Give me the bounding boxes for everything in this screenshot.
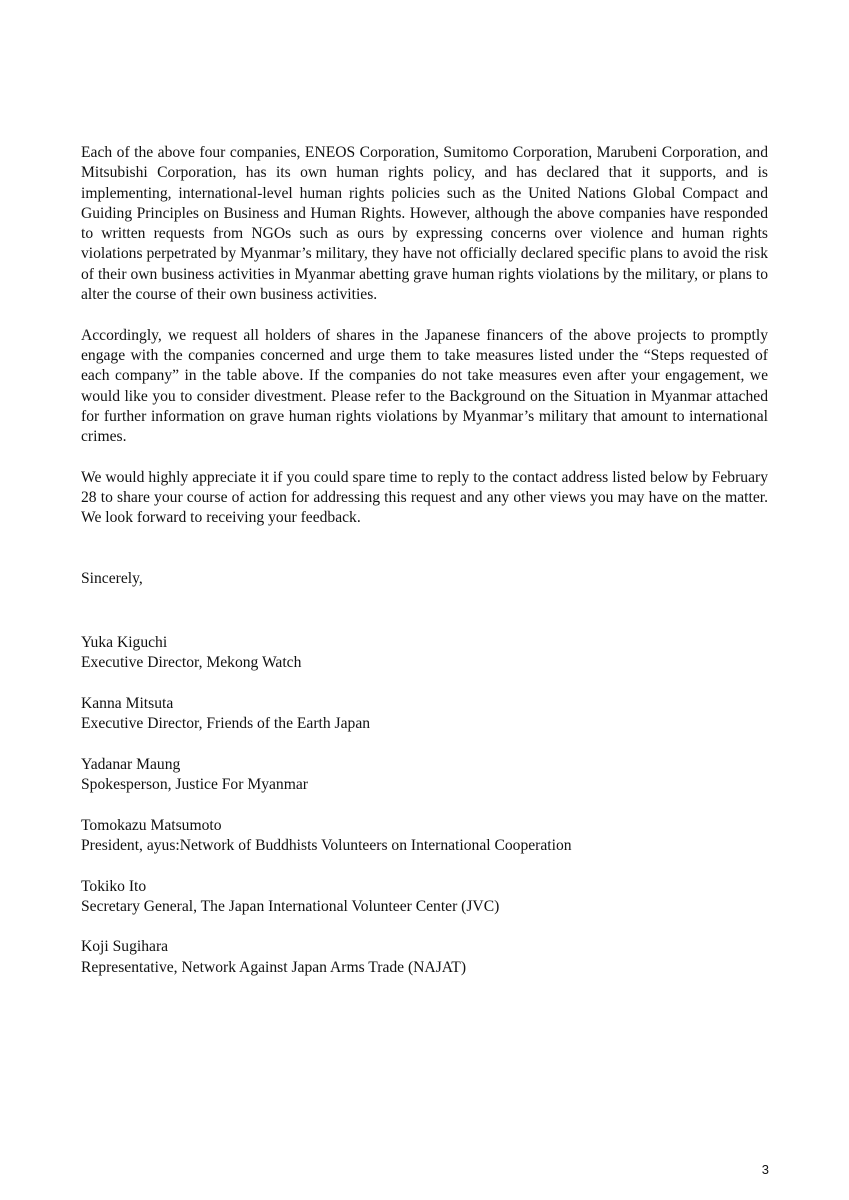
closing-salutation: Sincerely, — [81, 569, 143, 587]
paragraph-shareholder-request: Accordingly, we request all holders of shares in the Japanese financers of the above projects to promptly engage with the companies concerned and urge them to take measures listed under the “Steps requested of each company” in the table above. If the companies do not take measures even after your engagement, we would like you to consider divestment. Please refer to the Background on the Situation in Myanmar attached for further information on grave human rights violations by Myanmar’s military that amount to international crimes. — [81, 326, 768, 446]
signatory-block — [81, 633, 768, 674]
signatory-name: Kanna Mitsuta — [81, 694, 174, 712]
paragraph-company-policies: Each of the above four companies, ENEOS Corporation, Sumitomo Corporation, Marubeni Corporation, and Mitsubishi Corporation, has its own human rights policy, and has declared that it supports, and is implementing, international-level human rights policies such as the United Nations Global Compact and Guiding Principles on Business and Human Rights. However, although the above companies have responded to written requests from NGOs such as ours by expressing concerns over violence and human rights violations perpetrated by Myanmar’s military, they have not officially declared specific plans to avoid the risk of their own business activities in Myanmar abetting grave human rights violations by the military, or plans to alter the course of their own business activities. — [81, 144, 768, 304]
page-number: 3 — [761, 1162, 769, 1177]
signatory-title: Spokesperson, Justice For Myanmar — [81, 776, 308, 794]
signatory-title: Secretary General, The Japan International Volunteer Center (JVC) — [81, 897, 500, 915]
paragraph-reply-request: We would highly appreciate it if you could spare time to reply to the contact address listed below by February 28 to share your course of action for addressing this request and any other views you may have on the matter. We look forward to receiving your feedback. — [81, 468, 768, 527]
signatory-block — [81, 816, 768, 857]
signatory-list — [81, 633, 768, 978]
signatory-name: Koji Sugihara — [81, 938, 169, 956]
signatory-name: Yuka Kiguchi — [81, 633, 168, 651]
signatory-block — [81, 877, 768, 918]
signatory-title: Executive Director, Friends of the Earth Japan — [81, 715, 371, 733]
signatory-title: Representative, Network Against Japan Arms Trade (NAJAT) — [81, 958, 467, 976]
signatory-block — [81, 694, 768, 735]
signatory-title: President, ayus:Network of Buddhists Volunteers on International Cooperation — [81, 836, 572, 854]
signatory-name: Yadanar Maung — [81, 755, 181, 773]
signatory-name: Tomokazu Matsumoto — [81, 816, 222, 834]
signatory-block — [81, 755, 768, 796]
signatory-title: Executive Director, Mekong Watch — [81, 654, 302, 672]
signatory-name: Tokiko Ito — [81, 877, 147, 895]
letter-body — [81, 143, 768, 978]
signatory-block — [81, 937, 768, 978]
